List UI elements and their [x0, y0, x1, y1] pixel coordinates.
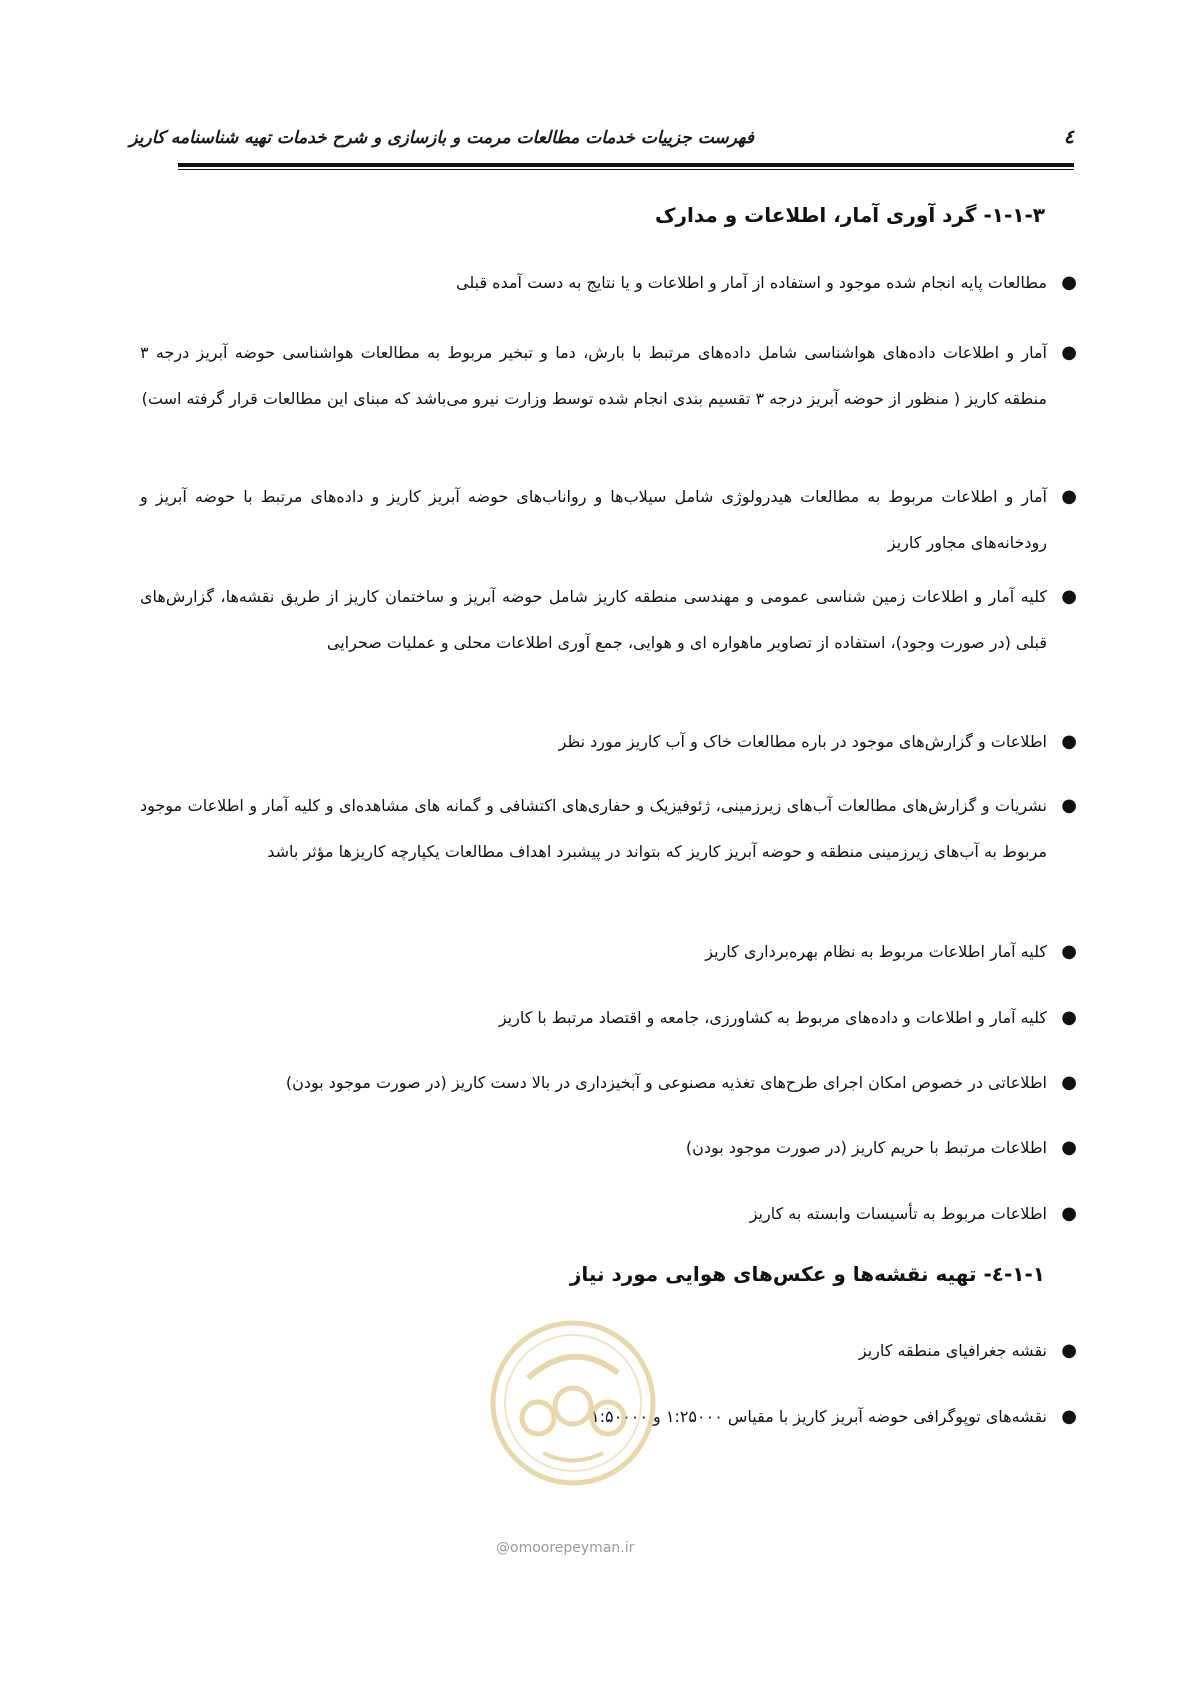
bullet-icon: ●	[1061, 795, 1077, 816]
page-header	[129, 126, 1074, 158]
section-heading: ۱-۱-۳- گرد آوری آمار، اطلاعات و مدارک	[654, 203, 1045, 227]
header-rule-thin	[178, 169, 1074, 170]
bullet-icon: ●	[1061, 1203, 1077, 1224]
bullet-icon: ●	[1061, 342, 1077, 363]
list-item: ● کلیه آمار و اطلاعات زمین شناسی عمومی و مهندسی منطقه کاریز شامل حوضه آبریز و ساختمان کاریز از طریق نقشه‌ها، گزارش‌های قبلی (در صورت وجود)، استفاده از تصاویر ماهواره ای و هوایی، جمع آوری اطلاعات محلی و عملیات صحرایی	[140, 574, 1077, 666]
bullet-icon: ●	[1061, 1072, 1077, 1093]
bullet-icon: ●	[1061, 1340, 1077, 1361]
list-item: ● اطلاعات و گزارش‌های موجود در باره مطالعات خاک و آب کاریز مورد نظر	[140, 719, 1077, 765]
bullet-icon: ●	[1061, 1137, 1077, 1158]
list-item: ● نشریات و گزارش‌های مطالعات آب‌های زیرزمینی، ژئوفیزیک و حفاری‌های اکتشافی و گمانه های مشاهده‌ای و کلیه آمار و اطلاعات موجود مربوط به آب‌های زیرزمینی منطقه و حوضه آبریز کاریز که بتواند در پیشبرد اهداف مطالعات یکپارچه کاریزها مؤثر باشد	[140, 783, 1077, 875]
bullet-icon: ●	[1061, 731, 1077, 752]
list-item: ● اطلاعات مرتبط با حریم کاریز (در صورت موجود بودن)	[140, 1125, 1077, 1171]
list-item: ● آمار و اطلاعات داده‌های هواشناسی شامل داده‌های مرتبط با بارش، دما و تبخیر مربوط به مطالعات هواشناسی حوضه آبریز درجه ۳ منطقه کاریز ( منظور از حوضه آبریز درجه ۳ تقسیم بندی انجام شده توسط وزارت نیرو می‌باشد که مبنای این مطالعات قرار گرفته است)	[140, 330, 1077, 422]
list-item: ● آمار و اطلاعات مربوط به مطالعات هیدرولوژی شامل سیلاب‌ها و رواناب‌های حوضه آبریز کاریز و داده‌های مرتبط با حوضه آبریز و رودخانه‌های مجاور کاریز	[140, 474, 1077, 566]
header-title: فهرست جزییات خدمات مطالعات مرمت و بازسازی و شرح خدمات تهیه شناسنامه کاریز	[129, 128, 754, 148]
list-item: ● اطلاعاتی در خصوص امکان اجرای طرح‌های تغذیه مصنوعی و آبخیزداری در بالا دست کاریز (در صورت موجود بودن)	[140, 1060, 1077, 1106]
bullet-icon: ●	[1061, 272, 1077, 293]
list-item: ● کلیه آمار و اطلاعات و داده‌های مربوط به کشاورزی، جامعه و اقتصاد مرتبط با کاریز	[140, 995, 1077, 1041]
bullet-icon: ●	[1061, 1406, 1077, 1427]
bullet-icon: ●	[1061, 1007, 1077, 1028]
watermark-url: @omoorepeyman.ir	[496, 1540, 635, 1556]
page-number: ٤	[1063, 126, 1074, 148]
list-item: ● نقشه‌های توپوگرافی حوضه آبریز کاریز با مقیاس ۱:۲۵۰۰۰ و ۱:۵۰۰۰۰	[140, 1394, 1077, 1440]
header-rule	[178, 163, 1074, 167]
section-heading: ۱-۱-٤- تهیه نقشه‌ها و عکس‌های هوایی مورد نیاز	[569, 1262, 1045, 1286]
bullet-icon: ●	[1061, 586, 1077, 607]
list-item: ● کلیه آمار اطلاعات مربوط به نظام بهره‌برداری کاریز	[140, 929, 1077, 975]
list-item: ● مطالعات پایه انجام شده موجود و استفاده از آمار و اطلاعات و یا نتایج به دست آمده قبلی	[140, 260, 1077, 306]
bullet-icon: ●	[1061, 941, 1077, 962]
bullet-icon: ●	[1061, 486, 1077, 507]
list-item: ● نقشه جغرافیای منطقه کاریز	[140, 1328, 1077, 1374]
list-item: ● اطلاعات مربوط به تأسیسات وابسته به کاریز	[140, 1191, 1077, 1237]
